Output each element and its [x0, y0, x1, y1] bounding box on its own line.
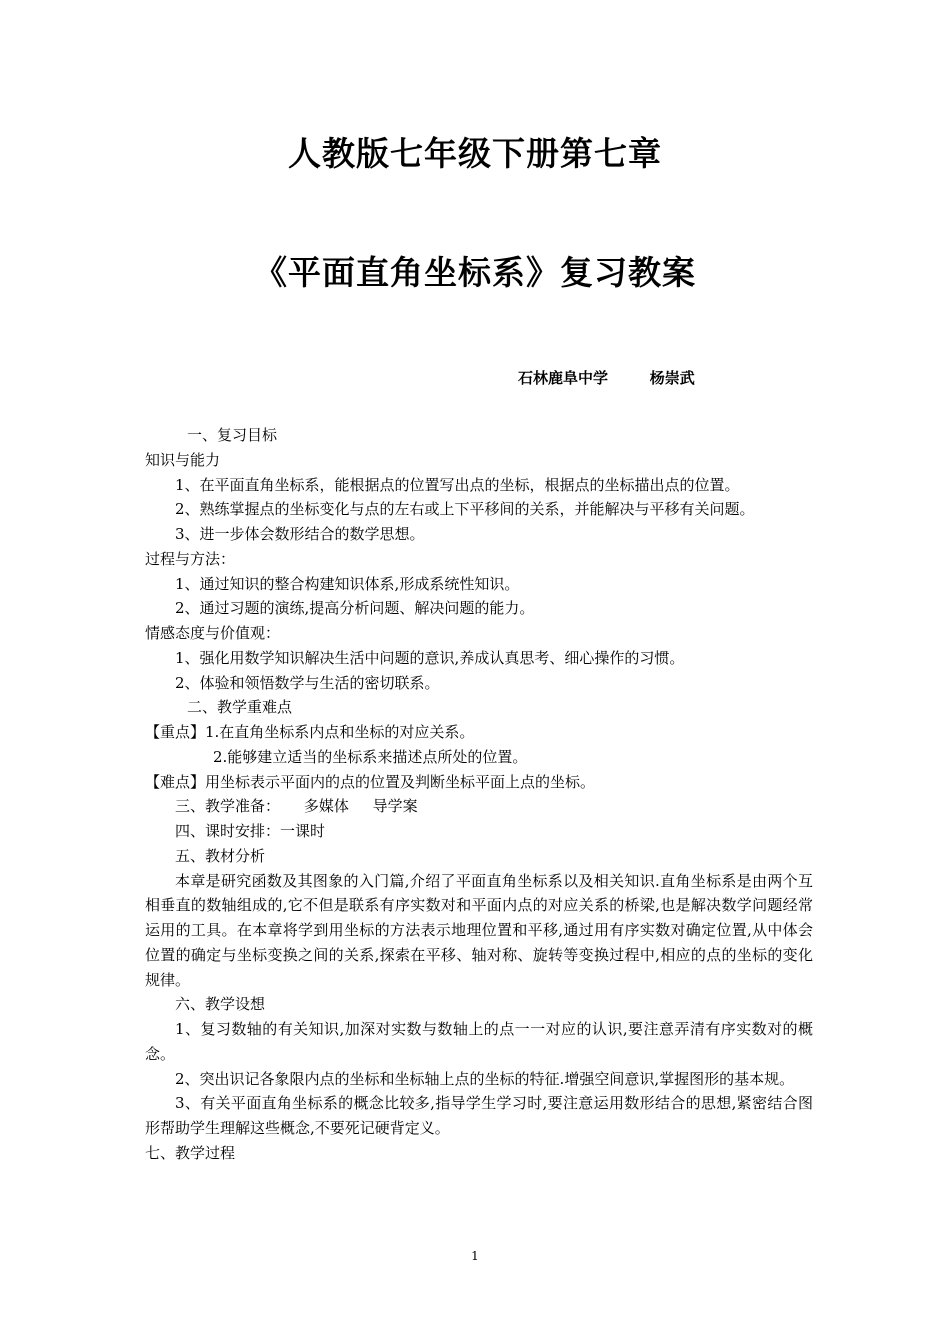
author-line: 石林鹿阜中学 杨崇武 — [518, 369, 695, 387]
document-title-line1: 人教版七年级下册第七章 — [288, 134, 662, 173]
process-item-1: 1、通过知识的整合构建知识体系,形成系统性知识。 — [175, 574, 520, 593]
key-point-2: 2.能够建立适当的坐标系来描述点所处的位置。 — [213, 747, 528, 766]
subheading-emotion: 情感态度与价值观： — [145, 624, 281, 642]
knowledge-item-3: 3、进一步体会数形结合的数学思想。 — [175, 525, 425, 543]
design-item-3: 3、有关平面直角坐标系的概念比较多,指导学生学习时,要注意运用数形结合的思想,紧密结合图形帮助学生理解这些概念,不要死记硬背定义。 — [145, 1094, 813, 1137]
subheading-knowledge: 知识与能力 — [145, 450, 221, 469]
section-heading-analysis: 五、教材分析 — [175, 846, 266, 865]
section-heading-goals: 一、复习目标 — [187, 426, 278, 444]
subheading-process: 过程与方法： — [145, 549, 236, 568]
section-heading-key-points: 二、教学重难点 — [187, 698, 293, 717]
knowledge-item-2: 2、熟练掌握点的坐标变化与点的左右或上下平移间的关系，并能解决与平移有关问题。 — [175, 500, 755, 519]
section-heading-process: 七、教学过程 — [145, 1143, 236, 1162]
document-title-line2: 《平面直角坐标系》复习教案 — [254, 253, 696, 292]
key-point-1: 【重点】1.在直角坐标系内点和坐标的对应关系。 — [145, 723, 475, 741]
document-body — [145, 423, 813, 1166]
design-item-2: 2、突出识记各象限内点的坐标和坐标轴上点的坐标的特征.增强空间意识,掌握图形的基本规。 — [175, 1069, 795, 1088]
page-number: 1 — [471, 1249, 479, 1263]
process-item-2: 2、通过习题的演练,提高分析问题、解决问题的能力。 — [175, 599, 535, 618]
section-heading-design: 六、教学设想 — [175, 995, 266, 1014]
design-item-1: 1、复习数轴的有关知识,加深对实数与数轴上的点一一对应的认识,要注意弄清有序实数对的概念。 — [145, 1020, 813, 1063]
section-heading-preparation: 三、教学准备： 多媒体 导学案 — [175, 797, 418, 816]
emotion-item-1: 1、强化用数学知识解决生活中问题的意识,养成认真思考、细心操作的习惯。 — [175, 648, 685, 667]
emotion-item-2: 2、体验和领悟数学与生活的密切联系。 — [175, 673, 440, 692]
knowledge-item-1: 1、在平面直角坐标系，能根据点的位置写出点的坐标，根据点的坐标描出点的位置。 — [175, 475, 740, 494]
analysis-paragraph: 本章是研究函数及其图象的入门篇,介绍了平面直角坐标系以及相关知识.直角坐标系是由两个互相垂直的数轴组成的,它不但是联系有序实数对和平面内点的对应关系的桥梁,也是解决数学问题经常运用的工具。在本章将学到用坐标的方法表示地理位置和平移,通过用有序实数对确定位置,从中体会位置的确定与坐标变换之间的关系,探索在平移、轴对称、旋转等变换过程中,相应的点的坐标的变化规律。 — [145, 871, 813, 989]
difficult-point: 【难点】用坐标表示平面内的点的位置及判断坐标平面上点的坐标。 — [145, 772, 596, 791]
section-heading-schedule: 四、课时安排：一课时 — [175, 822, 326, 840]
